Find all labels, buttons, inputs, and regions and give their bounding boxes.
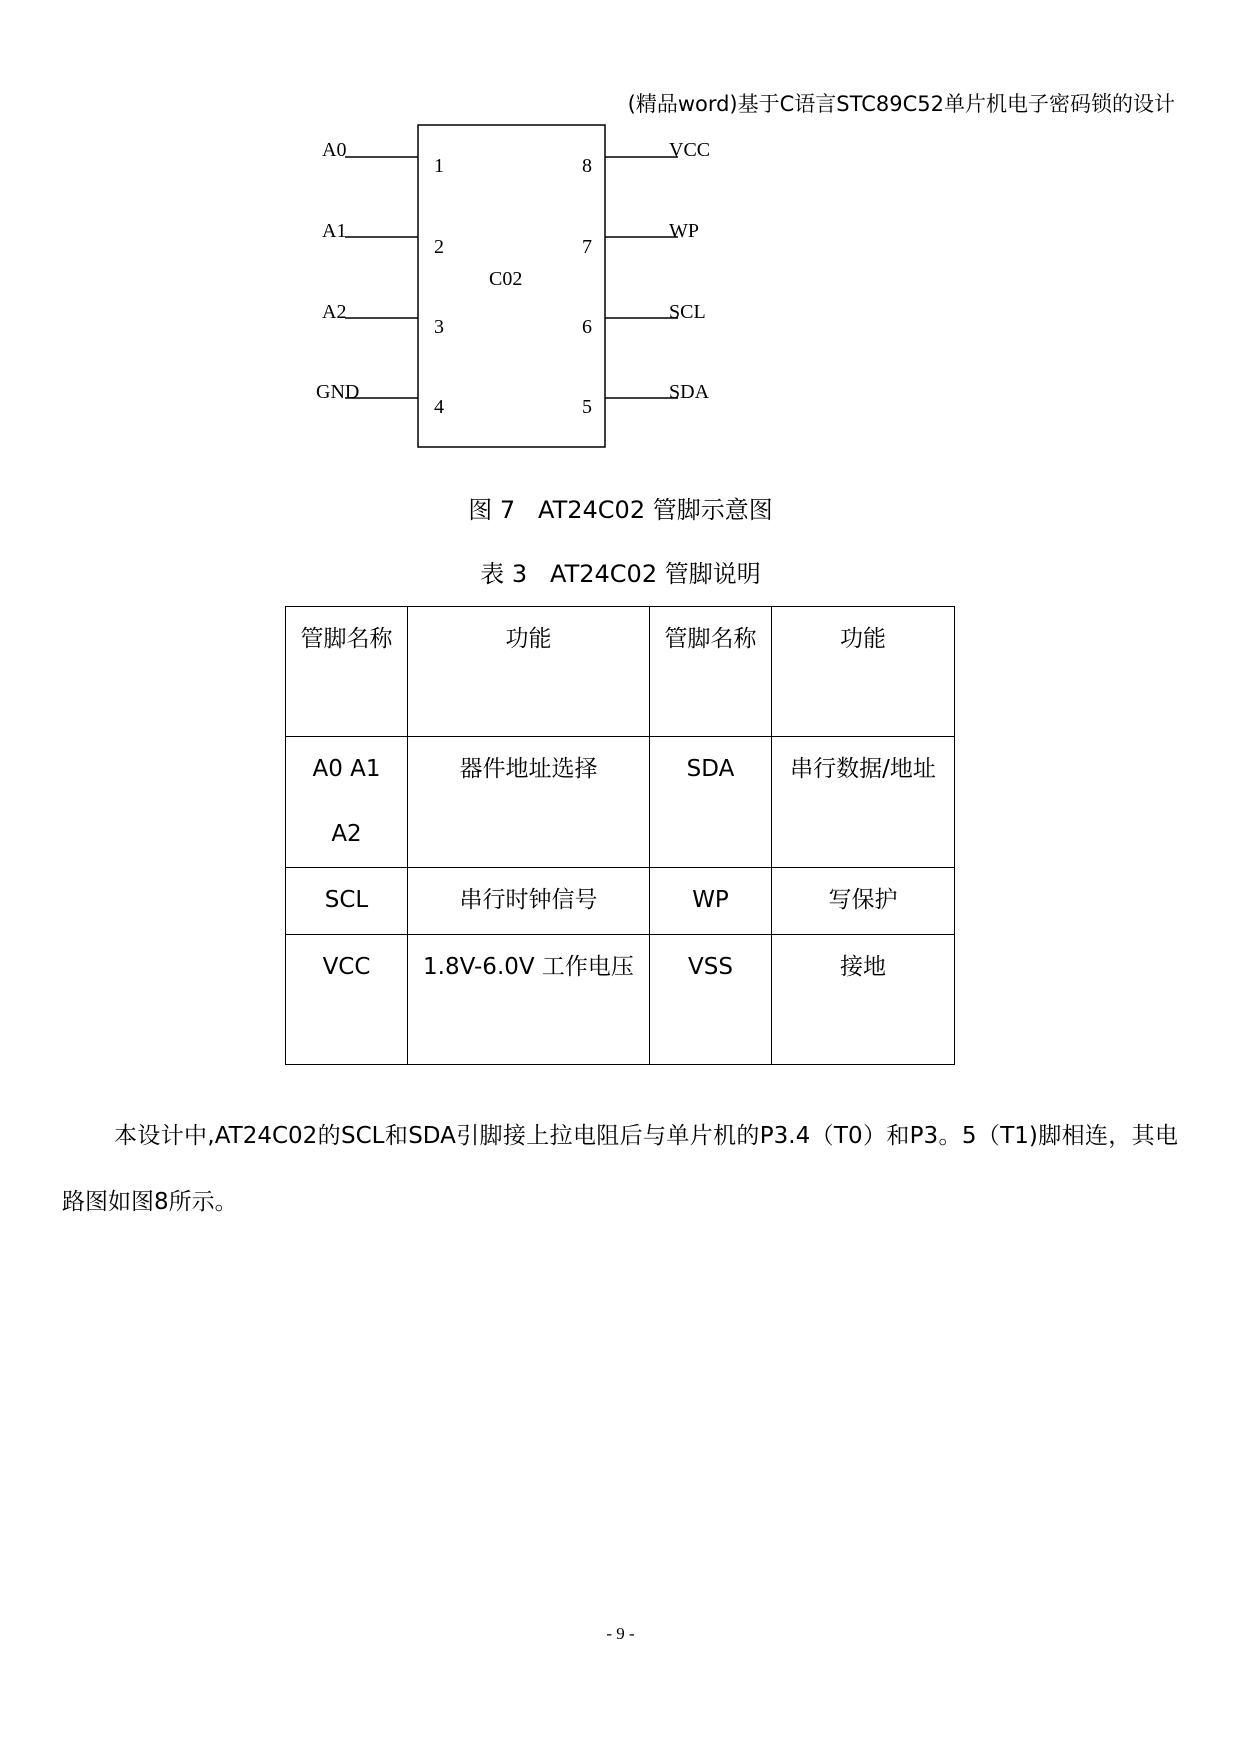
table-cell: SDA: [650, 737, 772, 868]
pin-name-a1: A1: [322, 220, 347, 242]
table-cell: 1.8V-6.0V 工作电压: [408, 935, 650, 1065]
pin-name-wp: WP: [669, 220, 699, 242]
table-cell: WP: [650, 868, 772, 935]
header-cell: 功能: [772, 607, 955, 737]
pin-number-2: 2: [434, 236, 444, 258]
chip-label: C02: [489, 268, 523, 290]
pin-description-table: [285, 606, 955, 1065]
pin-name-sda: SDA: [669, 381, 710, 403]
pin-number-3: 3: [434, 316, 444, 338]
at24c02-pinout-diagram: [0, 0, 1241, 470]
table-row: [286, 935, 955, 1065]
table-cell: 串行数据/地址: [772, 737, 955, 868]
table-cell: 写保护: [772, 868, 955, 935]
header-cell: 管脚名称: [286, 607, 408, 737]
pin-name-scl: SCL: [669, 301, 706, 323]
table-cell: A0 A1 A2: [286, 737, 408, 868]
header-cell: 管脚名称: [650, 607, 772, 737]
table-cell: VCC: [286, 935, 408, 1065]
header-cell: 功能: [408, 607, 650, 737]
pin-number-5: 5: [582, 396, 592, 418]
pin-number-4: 4: [434, 396, 444, 418]
table-header-row: [286, 607, 955, 737]
table-cell: 接地: [772, 935, 955, 1065]
page-number: - 9 -: [606, 1624, 635, 1643]
table-cell: VSS: [650, 935, 772, 1065]
table-cell: 串行时钟信号: [408, 868, 650, 935]
pin-name-vcc: VCC: [669, 139, 711, 161]
table-caption: 表 3 AT24C02 管脚说明: [480, 560, 761, 588]
pin-name-gnd: GND: [316, 381, 360, 403]
figure-caption: 图 7 AT24C02 管脚示意图: [468, 496, 773, 524]
pin-number-7: 7: [582, 236, 592, 258]
pin-number-8: 8: [582, 155, 592, 177]
table-cell: 器件地址选择: [408, 737, 650, 868]
table-row: [286, 868, 955, 935]
table-cell: SCL: [286, 868, 408, 935]
table-row: [286, 737, 955, 868]
pin-number-6: 6: [582, 316, 592, 338]
pin-name-a2: A2: [322, 301, 347, 323]
pin-name-a0: A0: [322, 139, 347, 161]
page-header: (精品word)基于C语言STC89C52单片机电子密码锁的设计: [627, 92, 1175, 116]
body-paragraph: 本设计中,AT24C02的SCL和SDA引脚接上拉电阻后与单片机的P3.4（T0）和P3。5（T1)脚相连，其电路图如图8所示。: [62, 1123, 1178, 1215]
pin-number-1: 1: [434, 155, 444, 177]
